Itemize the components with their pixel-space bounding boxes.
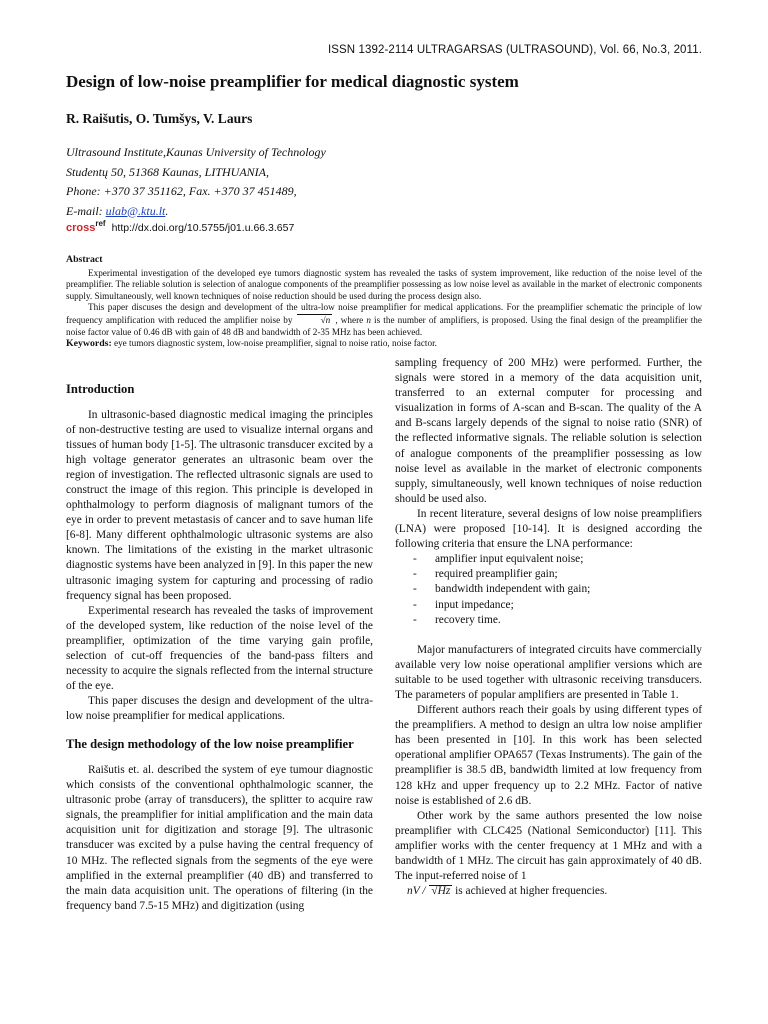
email-label: E-mail:: [66, 203, 106, 218]
author-list: R. Raišutis, O. Tumšys, V. Laurs: [66, 111, 253, 126]
abstract-text: , where: [332, 314, 367, 325]
right-column: [395, 356, 702, 899]
abstract-heading: Abstract: [66, 254, 103, 265]
email-link[interactable]: ulab@.ktu.lt: [105, 203, 166, 218]
crossref-logo-main: cross: [66, 222, 96, 234]
spacer: [395, 628, 702, 643]
abstract-paragraph: Experimental investigation of the developed eye tumors diagnostic system has revealed the tasks of system improvement, like reduction of the noise level of the preamplifier. The reliable solution is selection of analogue components of the preamplifier possessing as low noise level as available in the market of electronic components supply. Simultaneously, well known techniques of noise reduction should be used during the process design also.: [66, 267, 702, 301]
abstract-text: This paper discuses the design and development of the ultra-low noise preamplifier for medical applications. For the preamplifier schematic the principle of low frequency amplification with reduced the amplifier noise by: [66, 302, 702, 325]
paper-title: Design of low-noise preamplifier for medical diagnostic system: [66, 72, 519, 91]
affiliation-block: [66, 143, 466, 221]
formula-line: [395, 884, 702, 899]
list-item: - amplifier input equivalent noise;: [413, 552, 702, 567]
keywords-line: [66, 338, 702, 350]
crossref-logo-sup: ref: [95, 219, 106, 228]
variable-n: n: [366, 314, 371, 325]
sqrt-variable: n: [325, 314, 331, 325]
body-paragraph: In ultrasonic-based diagnostic medical imaging the principles of non-destructive testing are used to visualize internal organs and tissues of human body [1-5]. The ultrasonic transducer excited by a high voltage generator generates an ultrasonic beam over the region of investigation. The reflected ultrasonic signals are used to construct the image of this region. This principle is developed in ophthalmology to perform diagnosis of malignant tumors of the eye in order to prevent metastasis of cancer and to save human life [6-8]. Many different ophthalmologic ultrasonic systems are also known. The limitations of the existing in the market ultrasonic diagnostic systems have been analyzed in [9]. In this paper the new ultrasonic imaging system for capturing and processing of radio frequency signal has been proposed.: [66, 408, 373, 602]
abstract-section: [66, 254, 702, 350]
list-item: - recovery time.: [413, 613, 702, 628]
crossref-logo: [66, 219, 106, 234]
formula-nv: nV: [407, 885, 420, 898]
body-paragraph: Different authors reach their goals by using different types of the preamplifiers. A method to design an ultra low noise amplifier has been presented in [10]. In this work has been selected operational amplifier OPA657 (Texas Instruments). The gain of the preamplifier is 38.5 dB, bandwidth limited at low frequency from 128 kHz and upper frequency up to 2.2 MHz. Factor of native noise is established of 2.6 dB.: [395, 704, 702, 807]
body-paragraph: This paper discuses the design and development of the ultra-low noise preamplifier for medical applications.: [66, 695, 373, 723]
doi-link[interactable]: http://dx.doi.org/10.5755/j01.u.66.3.657: [111, 222, 295, 234]
section-heading-introduction: Introduction: [66, 382, 135, 396]
body-paragraph: Raišutis et. al. described the system of eye tumour diagnostic which consists of the conventional ophthalmologic scanner, the ultrasonic probe (array of transducers), the splitter to acquire raw signals, the preamplifier for initial amplification and the main data acquisition unit for digitization and storage [9]. The ultrasonic transducer was excited by a pulse having the central frequency of 10 MHz. The reflected signals from the segments of the eye were amplified in the external preamplifier (40 dB) and transferred to the main data acquisition unit. The operations of filtering (in the frequency band 7.5-15 MHz) and digitization (using: [66, 763, 373, 912]
abstract-text: is the number of amplifiers, is proposed. Using the final design of the preamplifier the noise factor value of 0.46 dB with gain of 48 dB and bandwidth of 2-35 MHz has been achieved.: [66, 314, 702, 337]
body-paragraph: sampling frequency of 200 MHz) were performed. Further, the signals were stored in a memory of the data acquisition unit, transferred to an external computer for processing and visualization in forms of A-scan and B-scan. The quality of the A and B-scans largely depends of the signal to noise ratio (SNR) of the reflected informative signals. The reliable solution is selection of analogue components of the preamplifier possessing as low noise level as available in the market of electronic components supply, simultaneously, well known techniques of noise reduction should be used also.: [395, 357, 702, 505]
list-item: - bandwidth independent with gain;: [413, 582, 702, 597]
body-paragraph: Major manufacturers of integrated circuits have commercially available very low noise operational amplifier versions which are suitable to be used together with ultrasonic receiving transducers. The parameters of popular amplifiers are presented in Table 1.: [395, 643, 702, 701]
section-heading-design-methodology: The design methodology of the low noise preamplifier: [66, 737, 354, 752]
body-paragraph: Other work by the same authors presented the low noise preamplifier with CLC425 (National Semiconductor) [11]. This amplifier works with the center frequency at 1 MHz and with a bandwidth of 1 MHz. The circuit has gain approximately of 40 dB. The input-referred noise of 1: [395, 809, 702, 883]
keywords-text: eye tumors diagnostic system, low-noise preamplifier, signal to noise ratio, noise factor.: [111, 338, 437, 349]
email-suffix: .: [165, 203, 169, 218]
abstract-paragraph: [66, 302, 702, 338]
criteria-list: [395, 552, 702, 627]
sqrt-hz: √Hz: [431, 885, 451, 898]
affiliation-line: Ultrasound Institute,Kaunas University of Technology: [66, 145, 326, 159]
left-column: [66, 382, 373, 914]
sqrt-n-formula: √n: [297, 314, 333, 325]
noise-density-formula: [407, 885, 452, 897]
body-paragraph: In recent literature, several designs of low noise preamplifiers (LNA) were proposed [10-14]. It is designed according the following criteria that ensure the LNA performance:: [395, 507, 702, 551]
email-line: [66, 202, 466, 222]
formula-hz: Hz: [437, 885, 451, 898]
list-item: - required preamplifier gain;: [413, 567, 702, 582]
keywords-label: Keywords:: [66, 338, 112, 350]
affiliation-line: Phone: +370 37 351162, Fax. +370 37 451489,: [66, 184, 297, 198]
body-text: is achieved at higher frequencies.: [452, 885, 608, 898]
body-paragraph: Experimental research has revealed the tasks of improvement of the developed system, like reduction of the noise level of the preamplifier, optimization of the time varying gain profile, selection of cut-off frequencies of the band-pass filters and necessity to acquire the signals reflected from the internal structure of the eye.: [66, 604, 373, 693]
doi-row: [66, 219, 295, 234]
affiliation-line: Studentų 50, 51368 Kaunas, LITHUANIA,: [66, 164, 270, 179]
journal-header: ISSN 1392-2114 ULTRAGARSAS (ULTRASOUND), Vol. 66, No.3, 2011.: [327, 44, 702, 56]
list-item: - input impedance;: [413, 598, 702, 613]
formula-slash: /: [419, 885, 429, 898]
